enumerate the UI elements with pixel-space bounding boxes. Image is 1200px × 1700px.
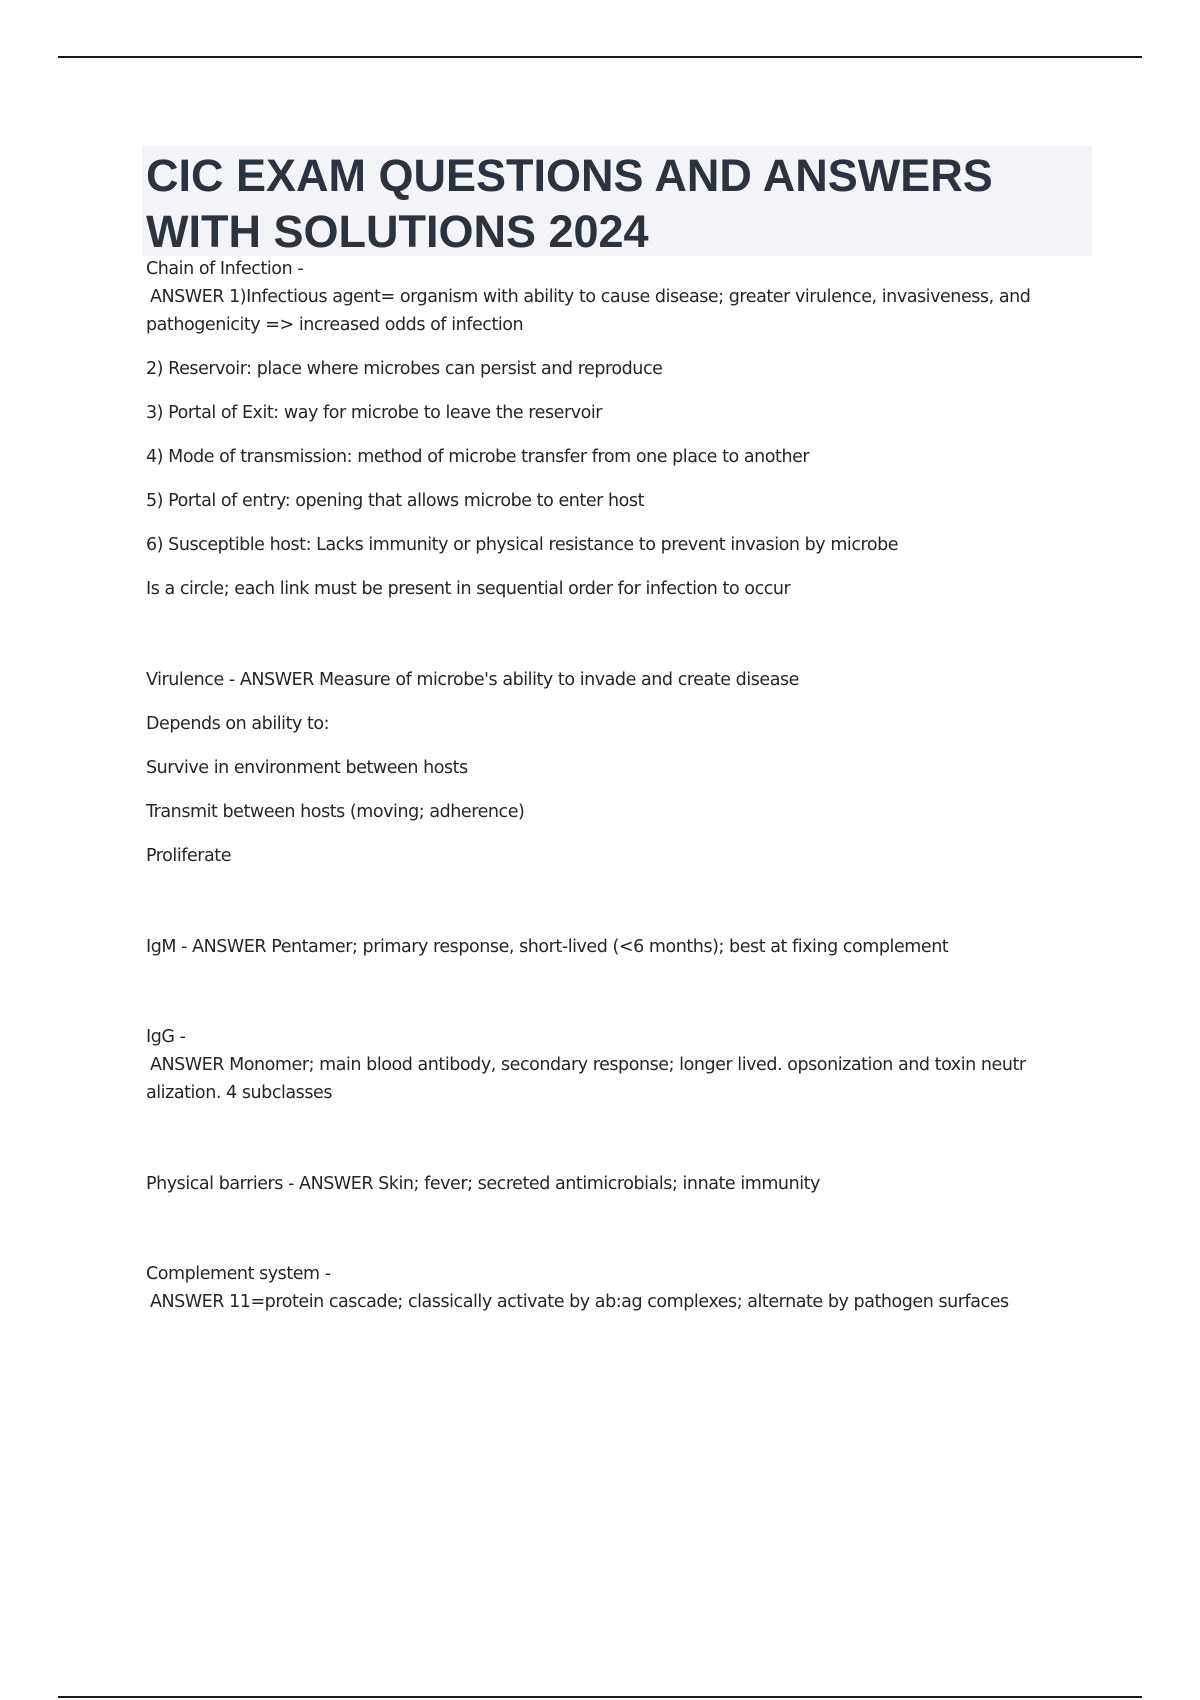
chain-answer-line-1: ANSWER 1)Infectious agent= organism with ability to cause disease; greater virulence, invasiveness, and [150, 287, 1031, 307]
chain-item: 4) Mode of transmission: method of microbe transfer from one place to another [146, 447, 810, 467]
igg-term: IgG - [146, 1027, 186, 1047]
igm-line: IgM - ANSWER Pentamer; primary response, short-lived (<6 months); best at fixing complement [146, 937, 949, 957]
bottom-divider [58, 1696, 1142, 1698]
barriers-line: Physical barriers - ANSWER Skin; fever; secreted antimicrobials; innate immunity [146, 1174, 820, 1194]
title-line-1: CIC EXAM QUESTIONS AND ANSWERS [146, 150, 993, 201]
page-title [146, 148, 1106, 260]
igg-answer-line-1: ANSWER Monomer; main blood antibody, secondary response; longer lived. opsonization and toxin neutr [150, 1055, 1026, 1075]
complement-answer-line-1: ANSWER 11=protein cascade; classically activate by ab:ag complexes; alternate by pathogen surfaces [150, 1292, 1009, 1312]
virulence-line: Virulence - ANSWER Measure of microbe's ability to invade and create disease [146, 670, 799, 690]
chain-item: 2) Reservoir: place where microbes can persist and reproduce [146, 359, 663, 379]
igg-answer-line-2: alization. 4 subclasses [146, 1083, 332, 1103]
top-divider [58, 56, 1142, 58]
chain-item: 6) Susceptible host: Lacks immunity or physical resistance to prevent invasion by microbe [146, 535, 899, 555]
chain-item: 5) Portal of entry: opening that allows microbe to enter host [146, 491, 644, 511]
virulence-item: Depends on ability to: [146, 714, 330, 734]
virulence-item: Transmit between hosts (moving; adherence) [146, 802, 525, 822]
title-line-2: WITH SOLUTIONS 2024 [146, 206, 649, 257]
complement-term: Complement system - [146, 1264, 331, 1284]
virulence-item: Proliferate [146, 846, 232, 866]
virulence-item: Survive in environment between hosts [146, 758, 468, 778]
chain-term: Chain of Infection - [146, 259, 304, 279]
chain-answer-line-2: pathogenicity => increased odds of infection [146, 315, 524, 335]
chain-item: 3) Portal of Exit: way for microbe to leave the reservoir [146, 403, 603, 423]
chain-item: Is a circle; each link must be present in sequential order for infection to occur [146, 579, 791, 599]
document-body [146, 255, 1106, 1316]
